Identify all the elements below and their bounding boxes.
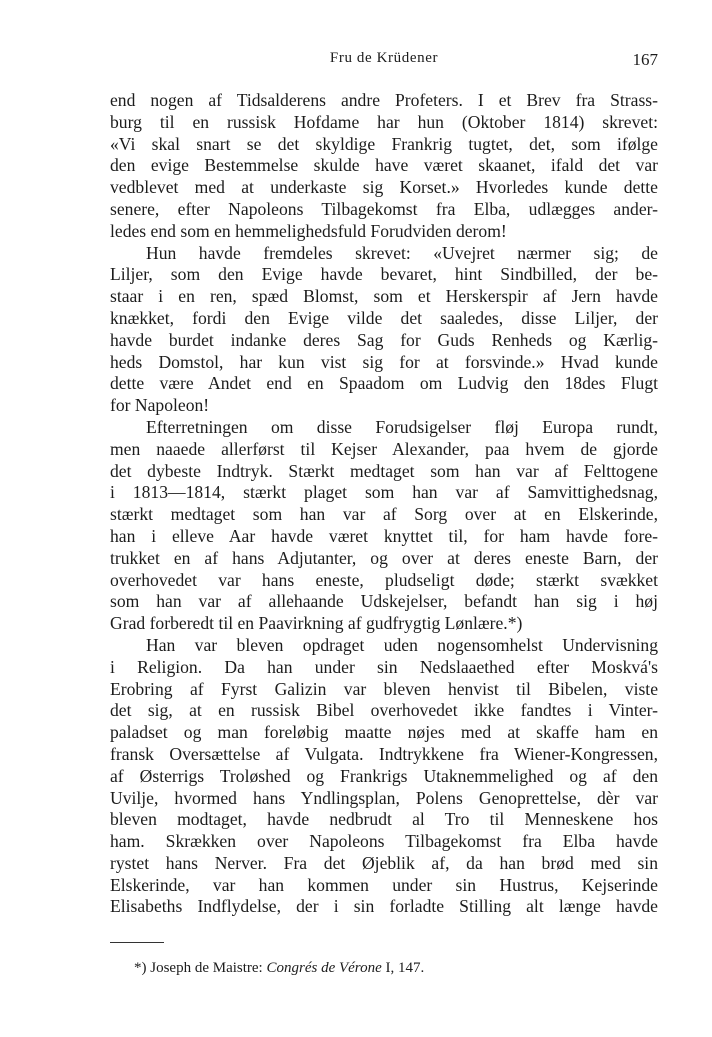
text-line: fransk Oversættelse af Vulgata. Indtrykkene fra Wiener-Kongressen, [110,743,658,764]
text-line: heds Domstol, har kun vist sig for at forsvinde.» Hvad kunde [110,351,658,372]
body-text [110,90,658,918]
text-line: end nogen af Tidsalderens andre Profeters. I et Brev fra Strass- [110,90,658,110]
running-title: Fru de Krüdener [329,50,439,66]
text-line: Liljer, som den Evige havde bevaret, hint Sindbilled, der be- [110,264,658,285]
text-line: den evige Bestemmelse skulde have været skaanet, ifald det var [110,155,658,176]
text-line: Han var bleven opdraget uden nogensomhelst Undervisning [146,634,658,655]
text-line: bleven modtaget, havde nedbrudt al Tro til Menneskene hos [110,809,658,830]
text-line: af Østerrigs Troløshed og Frankrigs Utaknemmelighed og af den [110,765,658,786]
paragraph-3 [110,417,658,635]
page-header [110,50,658,74]
footnote-marker: *) [134,960,147,976]
text-line: ledes end som en hemmelighedsfuld Forudviden derom! [110,220,507,241]
text-line: Hun havde fremdeles skrevet: «Uvejret nærmer sig; de [146,242,658,263]
footnote-rule [110,942,164,943]
text-line: staar i en ren, spæd Blomst, som et Herskerspir af Jern havde [110,286,658,307]
text-line: det sig, at en russisk Bibel overhovedet ikke fandtes i Vinter- [110,700,658,721]
text-line: men naaede allerførst til Kejser Alexander, paa hvem de gjorde [110,438,658,459]
text-line: Elskerinde, var han kommen under sin Hustrus, Kejserinde [110,874,658,895]
paragraph-2 [110,243,658,417]
text-line: Uvilje, hvormed hans Yndlingsplan, Polens Genoprettelse, dèr var [110,787,658,808]
text-line: for Napoleon! [110,395,210,416]
text-line: senere, efter Napoleons Tilbagekomst fra Elba, udlægges ander- [110,198,658,219]
text-line: vedblevet med at underkaste sig Korset.» Hvorledes kunde dette [110,177,658,198]
text-line: «Vi skal snart se det skyldige Frankrig tugtet, det, som ifølge [110,133,658,154]
text-line: Efterretningen om disse Forudsigelser fløj Europa rundt, [146,416,658,437]
text-line: i 1813—1814, stærkt plaget som han var af Samvittighedsnag, [110,482,658,503]
text-line: som han var af allehaande Udskejelser, befandt han sig i høj [110,591,658,612]
text-line: havde burdet indanke deres Sag for Guds Renheds og Kærlig- [110,329,658,350]
text-line: stærkt medtaget som han var af Sorg over at en Elskerinde, [110,504,658,525]
text-line: han i elleve Aar havde været knyttet til, for ham havde fore- [110,525,658,546]
text-line: dette være Andet end en Spaadom om Ludvig den 18des Flugt [110,373,658,394]
text-line: knækket, fordi den Evige vilde det saaledes, disse Liljer, der [110,307,658,328]
text-line: Grad forberedt til en Paavirkning af gudfrygtig Lønlære.*) [110,613,523,634]
text-line: paladset og man foreløbig maatte nøjes med at skaffe ham en [110,722,658,743]
text-line: ham. Skrækken over Napoleons Tilbagekomst fra Elba havde [110,831,658,852]
paragraph-4 [110,635,658,918]
page-number: 167 [632,50,658,69]
footnote [134,960,424,977]
text-line: trukket en af hans Adjutanter, og over at deres eneste Barn, der [110,547,658,568]
text-line: burg til en russisk Hofdame har hun (Oktober 1814) skrevet: [110,111,658,132]
footnote-reference: I, 147. [385,960,425,976]
footnote-work-title: Congrés de Vérone [266,960,382,976]
text-line: Elisabeths Indflydelse, der i sin forladte Stilling alt længe havde [110,896,658,917]
text-line: rystet hans Nerver. Fra det Øjeblik af, da han brød med sin [110,852,658,873]
text-line: Erobring af Fyrst Galizin var bleven henvist til Bibelen, viste [110,678,658,699]
text-line: i Religion. Da han under sin Nedslaaethed efter Moskvá's [110,656,658,677]
paragraph-1 [110,90,658,243]
text-line: det dybeste Indtryk. Stærkt medtaget som han var af Felttogene [110,460,658,481]
footnote-author: Joseph de Maistre: [150,960,263,976]
text-line: overhovedet var hans eneste, pludseligt døde; stærkt svækket [110,569,658,590]
